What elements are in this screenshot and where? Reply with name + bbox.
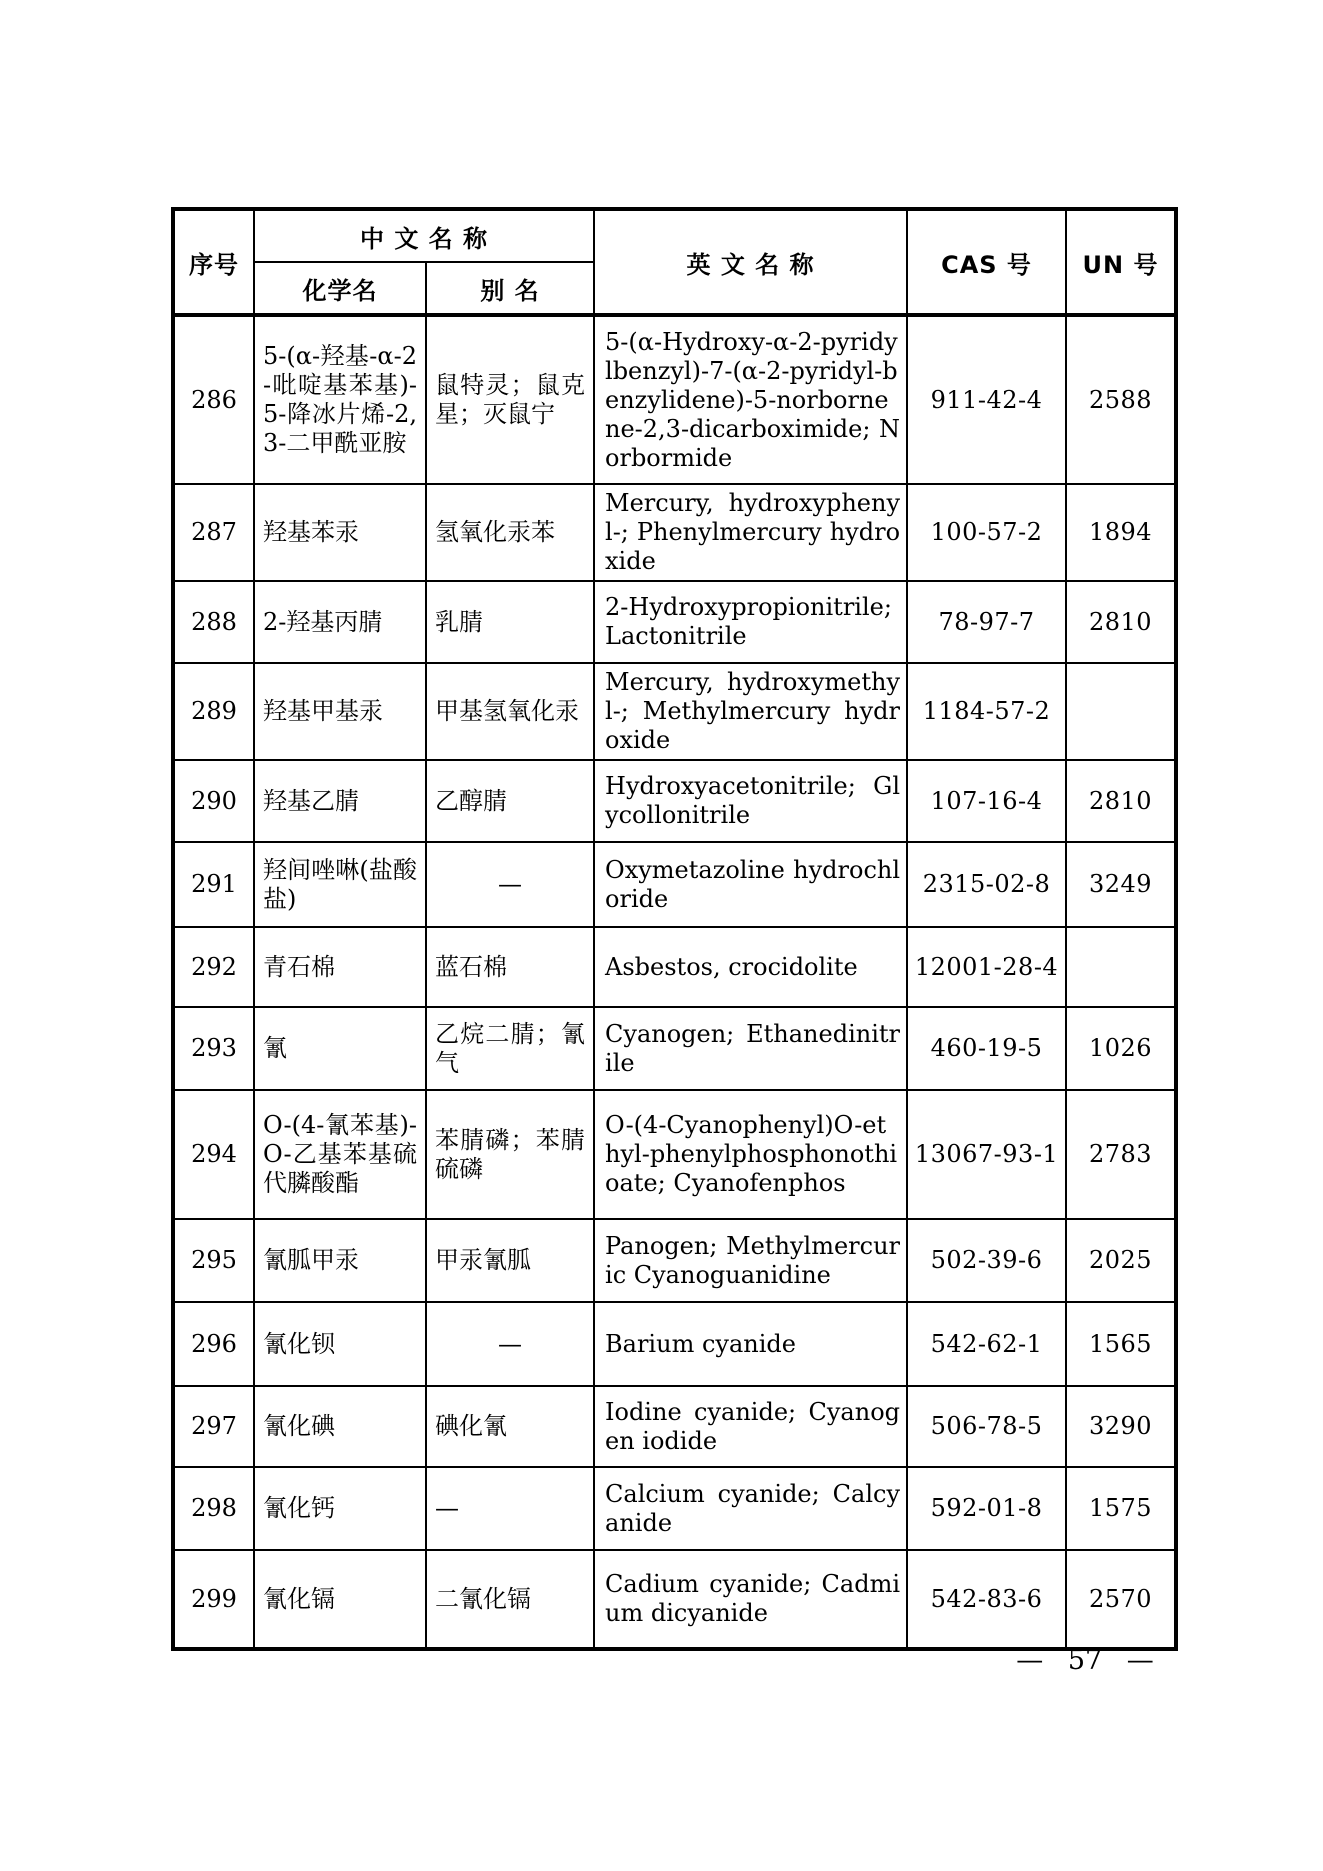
cell-serial: 296 bbox=[173, 1302, 254, 1386]
cell-english-name: Oxymetazoline hydrochloride bbox=[594, 842, 907, 927]
cell-un: 2783 bbox=[1066, 1090, 1176, 1219]
cell-cas: 2315-02-8 bbox=[907, 842, 1066, 927]
cell-cas: 506-78-5 bbox=[907, 1386, 1066, 1467]
cell-alias: — bbox=[426, 1467, 594, 1550]
cell-chemical-name: 5-(α-羟基-α-2-吡啶基苯基)-5-降冰片烯-2,3-二甲酰亚胺 bbox=[254, 315, 426, 484]
cell-cas: 100-57-2 bbox=[907, 484, 1066, 581]
cell-un: 3290 bbox=[1066, 1386, 1176, 1467]
cell-chemical-name: 氰化钙 bbox=[254, 1467, 426, 1550]
cell-english-name: Cadium cyanide; Cadmium dicyanide bbox=[594, 1550, 907, 1649]
cell-un bbox=[1066, 663, 1176, 760]
cell-un: 1026 bbox=[1066, 1007, 1176, 1090]
cell-cas: 78-97-7 bbox=[907, 581, 1066, 663]
cell-serial: 287 bbox=[173, 484, 254, 581]
cell-english-name: Mercury, hydroxymethyl-; Methylmercury hydroxide bbox=[594, 663, 907, 760]
table-row bbox=[173, 484, 1176, 581]
cell-alias: 鼠特灵；鼠克星；灭鼠宁 bbox=[426, 315, 594, 484]
cell-un: 2810 bbox=[1066, 760, 1176, 842]
cell-cas: 911-42-4 bbox=[907, 315, 1066, 484]
cell-cas: 12001-28-4 bbox=[907, 927, 1066, 1007]
cell-un bbox=[1066, 927, 1176, 1007]
cell-chemical-name: 羟基乙腈 bbox=[254, 760, 426, 842]
table-row bbox=[173, 1550, 1176, 1649]
cell-chemical-name: O-(4-氰苯基)-O-乙基苯基硫代膦酸酯 bbox=[254, 1090, 426, 1219]
cell-chemical-name: 羟基苯汞 bbox=[254, 484, 426, 581]
cell-serial: 292 bbox=[173, 927, 254, 1007]
cell-serial: 288 bbox=[173, 581, 254, 663]
table-row bbox=[173, 1302, 1176, 1386]
cell-alias: 乙烷二腈；氰气 bbox=[426, 1007, 594, 1090]
page-number: — 57 — bbox=[1016, 1645, 1154, 1676]
table-row bbox=[173, 842, 1176, 927]
cell-english-name: 2-Hydroxypropionitrile; Lactonitrile bbox=[594, 581, 907, 663]
cell-cas: 542-62-1 bbox=[907, 1302, 1066, 1386]
cell-un: 1575 bbox=[1066, 1467, 1176, 1550]
cell-alias: 甲基氢氧化汞 bbox=[426, 663, 594, 760]
cell-alias: — bbox=[426, 1302, 594, 1386]
table-row bbox=[173, 927, 1176, 1007]
cell-chemical-name: 氰化碘 bbox=[254, 1386, 426, 1467]
cell-un: 1894 bbox=[1066, 484, 1176, 581]
cell-alias: 苯腈磷；苯腈硫磷 bbox=[426, 1090, 594, 1219]
cell-cas: 592-01-8 bbox=[907, 1467, 1066, 1550]
cell-serial: 289 bbox=[173, 663, 254, 760]
cell-serial: 298 bbox=[173, 1467, 254, 1550]
cell-chemical-name: 羟基甲基汞 bbox=[254, 663, 426, 760]
cell-un: 2570 bbox=[1066, 1550, 1176, 1649]
col-header-cas: CAS 号 bbox=[907, 209, 1066, 315]
cell-english-name: Iodine cyanide; Cyanogen iodide bbox=[594, 1386, 907, 1467]
cell-english-name: Asbestos, crocidolite bbox=[594, 927, 907, 1007]
cell-cas: 542-83-6 bbox=[907, 1550, 1066, 1649]
table-row bbox=[173, 581, 1176, 663]
cell-english-name: Mercury, hydroxyphenyl-; Phenylmercury hydroxide bbox=[594, 484, 907, 581]
table-row bbox=[173, 315, 1176, 484]
table-row bbox=[173, 1219, 1176, 1302]
cell-chemical-name: 氰化钡 bbox=[254, 1302, 426, 1386]
col-header-english-name: 英 文 名 称 bbox=[594, 209, 907, 315]
cell-cas: 1184-57-2 bbox=[907, 663, 1066, 760]
col-header-un: UN 号 bbox=[1066, 209, 1176, 315]
cell-alias: 碘化氰 bbox=[426, 1386, 594, 1467]
cell-english-name: Calcium cyanide; Calcyanide bbox=[594, 1467, 907, 1550]
col-header-chinese-name: 中 文 名 称 bbox=[254, 209, 594, 262]
cell-english-name: Cyanogen; Ethanedinitrile bbox=[594, 1007, 907, 1090]
cell-alias: 二氰化镉 bbox=[426, 1550, 594, 1649]
table-row bbox=[173, 663, 1176, 760]
cell-english-name: Barium cyanide bbox=[594, 1302, 907, 1386]
cell-cas: 502-39-6 bbox=[907, 1219, 1066, 1302]
cell-cas: 13067-93-1 bbox=[907, 1090, 1066, 1219]
header-row-1 bbox=[173, 209, 1176, 262]
table-row bbox=[173, 760, 1176, 842]
cell-english-name: 5-(α-Hydroxy-α-2-pyridylbenzyl)-7-(α-2-pyridyl-benzylidene)-5-norbornene-2,3-dicarboximide; Norbormide bbox=[594, 315, 907, 484]
cell-english-name: O-(4-Cyanophenyl)O-ethyl-phenylphosphonothioate; Cyanofenphos bbox=[594, 1090, 907, 1219]
cell-serial: 293 bbox=[173, 1007, 254, 1090]
col-header-alias: 别 名 bbox=[426, 262, 594, 315]
cell-alias: 氢氧化汞苯 bbox=[426, 484, 594, 581]
cell-alias: 甲汞氰胍 bbox=[426, 1219, 594, 1302]
cell-chemical-name: 青石棉 bbox=[254, 927, 426, 1007]
cell-un: 1565 bbox=[1066, 1302, 1176, 1386]
cell-chemical-name: 氰 bbox=[254, 1007, 426, 1090]
table-row bbox=[173, 1090, 1176, 1219]
cell-serial: 294 bbox=[173, 1090, 254, 1219]
cell-un: 2588 bbox=[1066, 315, 1176, 484]
cell-chemical-name: 羟间唑啉(盐酸盐) bbox=[254, 842, 426, 927]
cell-un: 2810 bbox=[1066, 581, 1176, 663]
cell-serial: 299 bbox=[173, 1550, 254, 1649]
cell-serial: 297 bbox=[173, 1386, 254, 1467]
cell-chemical-name: 2-羟基丙腈 bbox=[254, 581, 426, 663]
cell-serial: 295 bbox=[173, 1219, 254, 1302]
col-header-serial: 序号 bbox=[173, 209, 254, 315]
cell-alias: 蓝石棉 bbox=[426, 927, 594, 1007]
cell-alias: — bbox=[426, 842, 594, 927]
cell-cas: 107-16-4 bbox=[907, 760, 1066, 842]
table-row bbox=[173, 1467, 1176, 1550]
cell-chemical-name: 氰化镉 bbox=[254, 1550, 426, 1649]
table-row bbox=[173, 1007, 1176, 1090]
cell-serial: 291 bbox=[173, 842, 254, 927]
cell-english-name: Panogen; Methylmercuric Cyanoguanidine bbox=[594, 1219, 907, 1302]
cell-alias: 乙醇腈 bbox=[426, 760, 594, 842]
cell-cas: 460-19-5 bbox=[907, 1007, 1066, 1090]
cell-english-name: Hydroxyacetonitrile; Glycollonitrile bbox=[594, 760, 907, 842]
cell-un: 2025 bbox=[1066, 1219, 1176, 1302]
cell-un: 3249 bbox=[1066, 842, 1176, 927]
table-row bbox=[173, 1386, 1176, 1467]
cell-serial: 290 bbox=[173, 760, 254, 842]
col-header-chemical-name: 化学名 bbox=[254, 262, 426, 315]
cell-alias: 乳腈 bbox=[426, 581, 594, 663]
cell-serial: 286 bbox=[173, 315, 254, 484]
chemicals-table bbox=[171, 207, 1178, 1651]
cell-chemical-name: 氰胍甲汞 bbox=[254, 1219, 426, 1302]
